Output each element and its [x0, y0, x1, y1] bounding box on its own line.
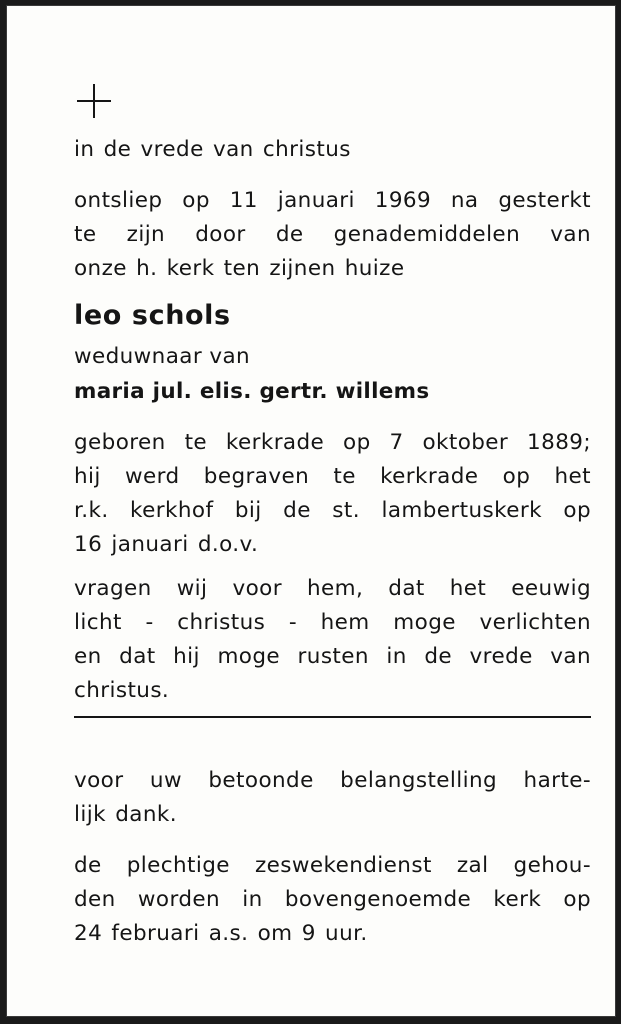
death-paragraph	[74, 184, 591, 286]
birth-burial-paragraph	[74, 426, 591, 562]
service-line: 24 februari a.s. om 9 uur.	[74, 921, 368, 946]
prayer-paragraph	[74, 572, 591, 708]
birth-burial-line: r.k. kerkhof bij de st. lambertuskerk op	[74, 498, 591, 523]
service-paragraph	[74, 849, 591, 951]
cross-icon	[77, 84, 111, 118]
spouse-name: maria jul. elis. gertr. willems	[74, 379, 430, 404]
thanks-paragraph	[74, 764, 591, 832]
birth-burial-line: geboren te kerkrade op 7 oktober 1889;	[74, 430, 591, 455]
prayer-line: en dat hij moge rusten in de vrede van	[74, 644, 591, 669]
prayer-line: christus.	[74, 678, 170, 703]
prayer-line: vragen wij voor hem, dat het eeuwig	[74, 576, 591, 601]
death-line: onze h. kerk ten zijnen huize	[74, 256, 405, 281]
thanks-line: lijk dank.	[74, 802, 177, 827]
service-line: de plechtige zeswekendienst zal gehou-	[74, 853, 591, 878]
widower-label: weduwnaar van	[74, 344, 251, 369]
memorial-card	[6, 5, 616, 1017]
birth-burial-line: 16 januari d.o.v.	[74, 532, 259, 557]
birth-burial-line: hij werd begraven te kerkrade op het	[74, 464, 591, 489]
deceased-name: leo schols	[74, 300, 231, 331]
prayer-line: licht - christus - hem moge verlichten	[74, 610, 591, 635]
death-line: te zijn door de genademiddelen van	[74, 222, 591, 247]
intro-line: in de vrede van christus	[74, 137, 351, 162]
thanks-line: voor uw betoonde belangstelling harte-	[74, 768, 591, 793]
death-line: ontsliep op 11 januari 1969 na gesterkt	[74, 188, 591, 213]
divider-line	[74, 716, 591, 718]
service-line: den worden in bovengenoemde kerk op	[74, 887, 591, 912]
intro-text	[74, 133, 591, 167]
